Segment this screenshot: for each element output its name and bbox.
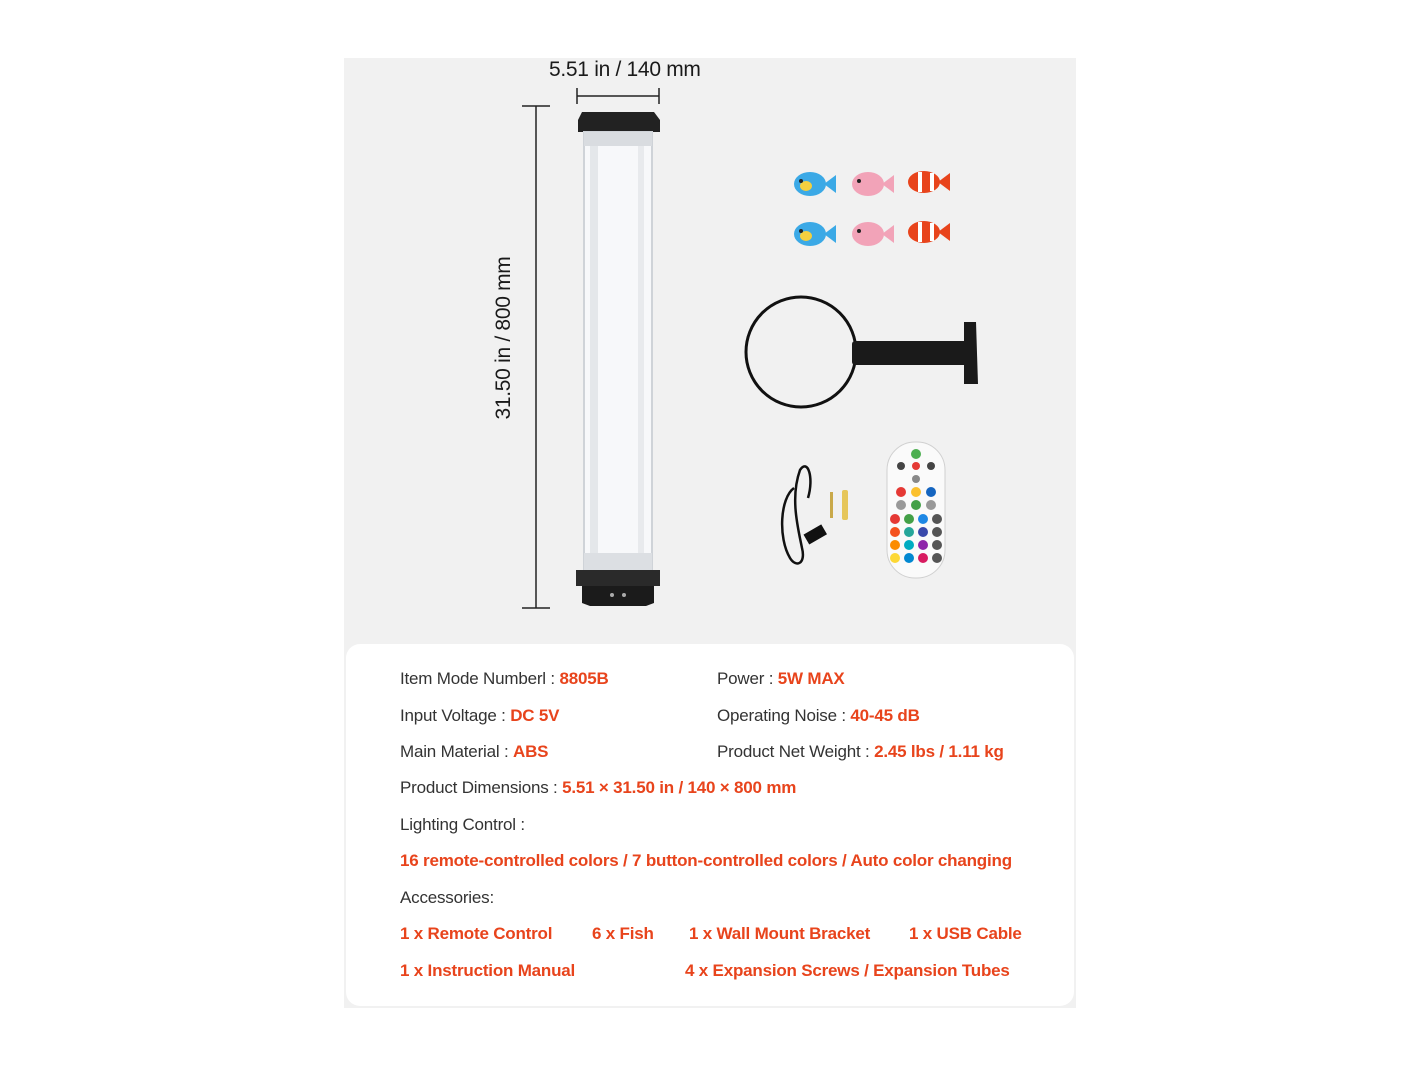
spec-label: Main Material : [400, 742, 509, 761]
spec-label: Power : [717, 669, 774, 688]
spec-value: 2.45 lbs / 1.11 kg [874, 742, 1004, 761]
accessories-label: Accessories: [400, 888, 494, 907]
spec-dimensions [400, 778, 796, 798]
spec-value: ABS [513, 742, 549, 761]
spec-value: 5W MAX [777, 669, 845, 688]
spec-value: DC 5V [510, 706, 560, 725]
spec-lighting-value: 16 remote-controlled colors / 7 button-controlled colors / Auto color changing [400, 851, 1012, 870]
accessory-item: 1 x Remote Control [400, 924, 553, 943]
accessory-item: 1 x USB Cable [909, 924, 1022, 943]
accessory-item: 4 x Expansion Screws / Expansion Tubes [685, 961, 1010, 980]
spec-label: Item Mode Numberl : [400, 669, 555, 688]
spec-lighting-label: Lighting Control : [400, 815, 525, 834]
spec-value: 5.51 × 31.50 in / 140 × 800 mm [562, 778, 797, 797]
spec-value: 8805B [559, 669, 609, 688]
lamp-tube [576, 112, 660, 606]
width-dimension-line [577, 88, 659, 104]
spec-label: Operating Noise : [717, 706, 846, 725]
accessory-item: 1 x Instruction Manual [400, 961, 576, 980]
fish-set [794, 171, 950, 246]
spec-label: Input Voltage : [400, 706, 506, 725]
spec-voltage [400, 706, 559, 726]
spec-power [717, 669, 845, 689]
spec-label: Product Dimensions : [400, 778, 558, 797]
accessory-item: 1 x Wall Mount Bracket [689, 924, 871, 943]
usb-cable [782, 466, 825, 563]
spec-model [400, 669, 609, 689]
spec-label: Product Net Weight : [717, 742, 870, 761]
spec-panel [346, 644, 1074, 1006]
product-card [344, 58, 1076, 1008]
height-dimension-label: 31.50 in / 800 mm [492, 256, 515, 420]
illustration-svg [344, 58, 1076, 648]
spec-weight [717, 742, 1004, 762]
height-dimension-line [522, 106, 550, 608]
width-dimension-label: 5.51 in / 140 mm [549, 58, 701, 81]
spec-material [400, 742, 548, 762]
wall-mount-bracket [746, 297, 978, 407]
expansion-screws [830, 490, 848, 520]
remote-control [887, 442, 945, 578]
spec-noise [717, 706, 920, 726]
accessory-item: 6 x Fish [592, 924, 654, 943]
spec-value: 40-45 dB [850, 706, 920, 725]
product-illustration [344, 58, 1076, 648]
